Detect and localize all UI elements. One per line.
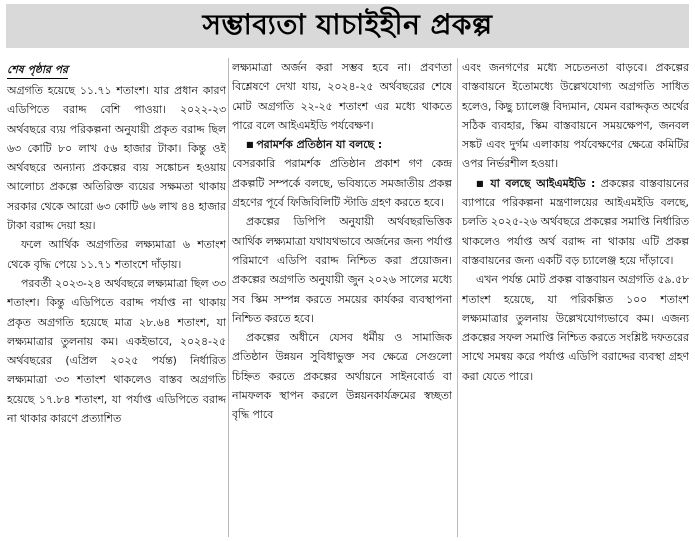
paragraph: অগ্রগতি হয়েছে ১১.৭১ শতাংশ। যার প্রধান কারণ এডিপিতে বরাদ্দ বেশি পাওয়া। ২০২২-২৩ অর্থবছরে ব্যয় পরিকল্পনা অনুযায়ী প্রকৃত বরাদ্দ ছিল ৬৩ কোটি ৮০ লাখ ৫৬ হাজার টাকা। কিন্তু ওই অর্থবছরে অন্যান্য প্রকল্পের ব্যয় সঙ্কোচন হওয়ায় আলোচ্য প্রকল্পে অতিরিক্ত ব্যয়ের সক্ষমতা থাকায় সরকার থেকে আরো ৬৩ কোটি ৬৬ লাখ ৪৪ হাজার টাকা বরাদ্দ দেয়া হয়। <box>7 84 226 233</box>
paragraph: লক্ষ্যমাত্রা অর্জন করা সম্ভব হবে না। প্রবণতা বিশ্লেষণে দেখা যায়, ২০২৪-২৫ অর্থবছরের শেষে মোট অগ্রগতি ২২-২৫ শতাংশ এর মধ্যে থাকতে পারে বলে আইএমইডি পর্যবেক্ষণ। <box>232 61 452 132</box>
article-column-3 <box>462 58 689 537</box>
subheading-consultant: ■ পরামর্শক প্রতিষ্ঠান যা বলছে : <box>232 135 452 154</box>
column-divider <box>457 58 458 537</box>
paragraph: পরবর্তী ২০২৩-২৪ অর্থবছরে লক্ষ্যমাত্রা ছিল ৩৩ শতাংশ। কিন্তু এডিপিতে বরাদ্দ পর্যাপ্ত না থাকায় প্রকৃত অগ্রগতি হয়েছে মাত্র ২৮.৬৪ শতাংশ, যা লক্ষ্যমাত্রার তুলনায় কম। একইভাবে, ২০২৪-২৫ অর্থবছরের (এপ্রিল ২০২৫ পর্যন্ত) নির্ধারিত লক্ষ্যমাত্রা ৩৩ শতাংশ থাকলেও বাস্তব অগ্রগতি হয়েছে ১৭.৮৪ শতাংশ, যা পর্যাপ্ত এডিপিতে বরাদ্দ না থাকার কারণে প্রত্যাশিত <box>7 276 226 426</box>
article-column-1 <box>7 58 226 537</box>
column-divider <box>228 58 229 537</box>
continued-from-label: শেষ পৃষ্ঠার পর <box>7 61 68 79</box>
article-column-2 <box>232 58 452 537</box>
headline-band <box>6 4 689 48</box>
paragraph: প্রকল্পের অধীনে যেসব ধর্মীয় ও সামাজিক প্রতিষ্ঠান উন্নয়ন সুবিধাভুক্ত সব ক্ষেত্রে সেগুলো চিহ্নিত করতে প্রকল্পের অর্থায়নে সাইনবোর্ড বা নামফলক স্থাপন করলে উন্নয়নকার্যক্রমের স্বচ্ছতা বৃদ্ধি পাবে <box>232 331 452 422</box>
headline: সম্ভাব্যতা যাচাইহীন প্রকল্প <box>202 7 493 41</box>
subheading-imed: ■ যা বলছে আইএমইডি : <box>476 177 595 190</box>
paragraph: ফলে আর্থিক অগ্রগতির লক্ষ্যমাত্রা ৬ শতাংশ থেকে বৃদ্ধি পেয়ে ১১.৭১ শতাংশে দাঁড়ায়। <box>7 238 226 271</box>
paragraph-with-subheading <box>462 174 689 270</box>
paragraph: প্রকল্পের ডিপিপি অনুযায়ী অর্থবছরভিত্তিক আর্থিক লক্ষ্যমাত্রা যথাযথভাবে অর্জনের জন্য পর্যাপ্ত পরিমাণে এডিপি বরাদ্দ নিশ্চিত করা প্রয়োজন। প্রকল্পের অগ্রগতি অনুযায়ী জুন ২০২৬ সালের মধ্যে সব স্কিম সম্পন্ন করতে সময়ের কার্যকর ব্যবস্থাপনা নিশ্চিত করতে হবে। <box>232 215 452 325</box>
paragraph: এখন পর্যন্ত মোট প্রকল্প বাস্তবায়ন অগ্রগতি ৫৯.৫৮ শতাংশ হয়েছে, যা পরিকল্পিত ১০০ শতাংশ লক্ষ্যমাত্রার তুলনায় উল্লেখযোগ্যভাবে কম। এজন্য প্রকল্পের সফল সমাপ্তি নিশ্চিত করতে সংশ্লিষ্ট দফতরের সাথে সমন্বয় করে পর্যাপ্ত এডিপি বরাদ্দের ব্যবস্থা গ্রহণ করা যেতে পারে। <box>462 273 689 383</box>
paragraph: এবং জনগণের মধ্যে সচেতনতা বাড়বে। প্রকল্পের বাস্তবায়নে ইতোমধ্যে উল্লেখযোগ্য অগ্রগতি সাধিত হলেও, কিছু চ্যালেঞ্জ বিদ্যমান, যেমন বরাদ্দকৃত অর্থের সঠিক ব্যবহার, স্কিম বাস্তবায়নে সময়ক্ষেপণ, জনবল সঙ্কট এবং দুর্গম এলাকায় পর্যবেক্ষণের ক্ষেত্রে কমিটির ওপর নির্ভরশীল হওয়া। <box>462 61 689 171</box>
paragraph-text: প্রকল্পের বাস্তবায়নের ব্যাপারে পরিকল্পনা মন্ত্রণালয়ের আইএমইডি বলছে, চলতি ২০২৫-২৬ অর্থবছরে প্রকল্পের সমাপ্তি নির্ধারিত থাকলেও পর্যাপ্ত অর্থ বরাদ্দ না থাকায় এটি প্রকল্প বাস্তবায়নের জন্য একটি বড় চ্যালেঞ্জ হয়ে দাঁড়াবে। <box>462 176 689 267</box>
paragraph: বেসরকারি পরামর্শক প্রতিষ্ঠান প্রকাশ গণ কেন্দ্র প্রকল্পটি সম্পর্কে বলছে, ভবিষ্যতে সমজাতীয় প্রকল্প গ্রহণের পূর্বে ফিজিবিলিটি স্টাডি গ্রহণ করতে হবে। <box>232 157 452 210</box>
